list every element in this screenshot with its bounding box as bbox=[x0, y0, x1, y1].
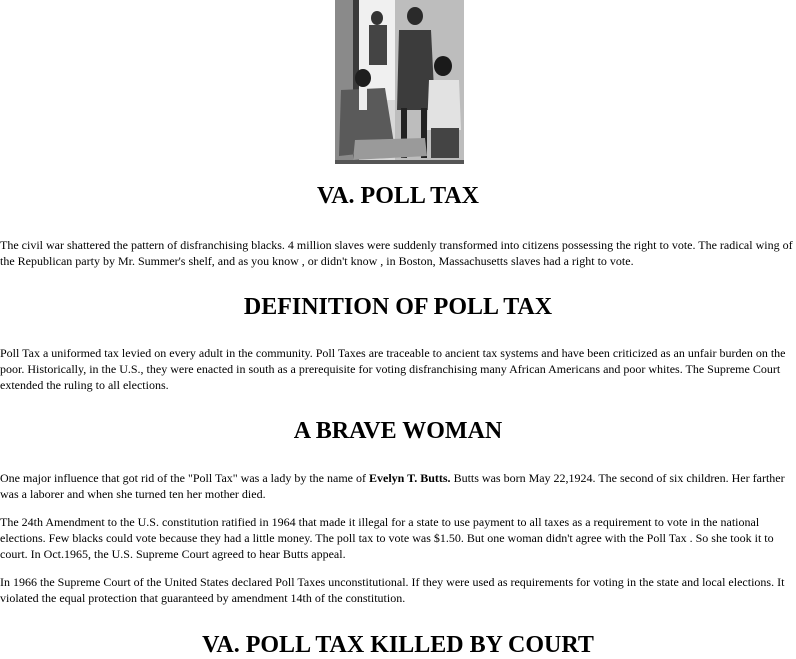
paragraph-definition: Poll Tax a uniformed tax levied on every adult in the community. Poll Taxes are traceable to ancient tax systems and have been criticized as an unfair burden on the poor. Historically, in the U.S., they were enacted in south as a prerequisite for voting disfranchising many African Americans and poor whites. The Supreme Court extended the ruling to all elections. bbox=[0, 346, 786, 392]
paragraph-24th-amendment: The 24th Amendment to the U.S. constitution ratified in 1964 that made it illegal for a state to use payment to all taxes as a requirement to vote in the national elections. Few blacks could vote because they had a little money. The poll tax to vote was $1.50. But one woman didn't agree with the Poll Tax . So she took it to court. In Oct.1965, the U.S. Supreme Court agreed to hear Butts appeal. bbox=[0, 515, 774, 561]
intro-continued: Butts was born May 22,1924. The second of six children. Her farther was a laborer and when she turned ten her mother died. bbox=[0, 471, 785, 501]
intro-text: One major influence that got rid of the "Poll Tax" was a lady by the name of bbox=[0, 471, 369, 485]
historical-photo bbox=[335, 0, 464, 164]
heading-brave-woman: A BRAVE WOMAN bbox=[293, 418, 503, 444]
evelyn-butts-name: Evelyn T. Butts. bbox=[368, 471, 451, 485]
paragraph-civil-war: The civil war shattered the pattern of disfranchising blacks. 4 million slaves were suddenly transformed into citizens possessing the right to vote. The radical wing of the Republican party by Mr. Summer's shelf, and as you know , or didn't know , in Boston, Massachusetts slaves had a right to vote. bbox=[0, 238, 793, 268]
paragraph-evelyn-butts bbox=[0, 470, 796, 502]
heading-definition: DEFINITION OF POLL TAX bbox=[243, 294, 553, 320]
heading-killed-by-court: VA. POLL TAX KILLED BY COURT bbox=[202, 632, 594, 658]
article bbox=[0, 172, 796, 659]
heading-va-poll-tax: VA. POLL TAX bbox=[316, 183, 480, 209]
paragraph-supreme-court-1966: In 1966 the Supreme Court of the United States declared Poll Taxes unconstitutional. If they were used as requirements for voting in the state and local elections. It violated the equal protection that guaranteed by amendment 14th of the constitution. bbox=[0, 575, 785, 605]
